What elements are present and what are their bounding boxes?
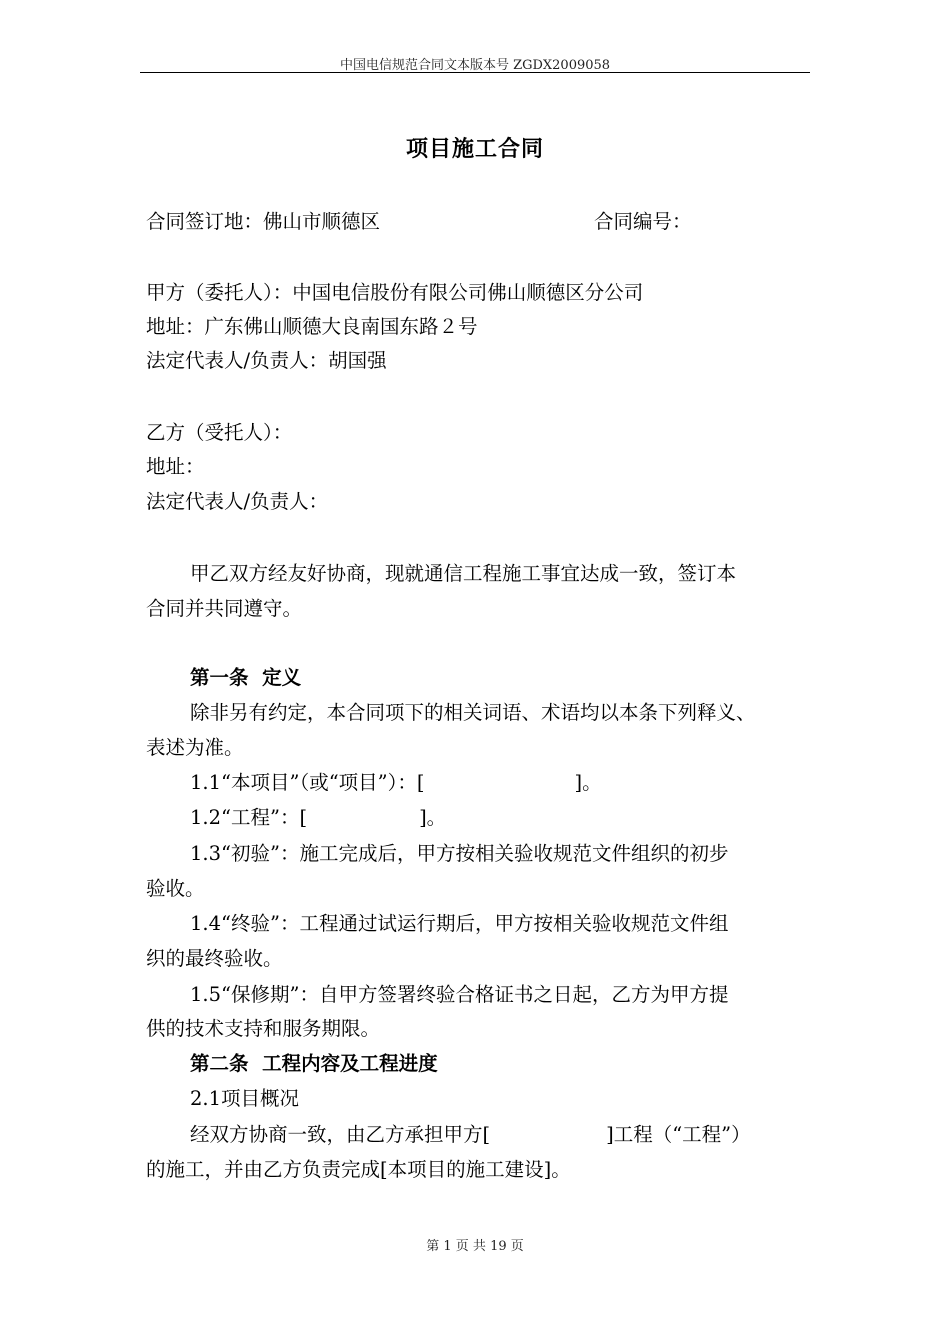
article-2-para-line-1: [190, 1123, 751, 1147]
party-a-name: 甲方（委托人）：中国电信股份有限公司佛山顺德区分公司: [146, 281, 644, 304]
article-1-intro-line-2: 表述为准。: [146, 736, 244, 759]
article-1-intro-line-1: 除非另有约定，本合同项下的相关词语、术语均以本条下列释义、: [190, 701, 756, 724]
footer-suffix: 页: [510, 1239, 524, 1254]
clause-1-1-close: ]。: [574, 771, 602, 794]
party-b-name: 乙方（受托人）：: [146, 421, 293, 444]
page-footer: [140, 1235, 810, 1254]
clause-1-3-line-2: 验收。: [146, 877, 205, 900]
clause-1-1-text: 1.1“本项目”（或“项目”）：[: [190, 771, 425, 794]
article-1-heading: 第一条 定义: [190, 666, 302, 689]
footer-mid: 页 共: [455, 1239, 486, 1254]
clause-2-1: 2.1项目概况: [190, 1087, 300, 1110]
signing-place-label: 合同签订地：: [146, 210, 264, 233]
clause-1-2-text: 1.2“工程”：[: [190, 806, 308, 829]
party-b-representative: 法定代表人/负责人：: [146, 490, 329, 513]
party-a-address: 地址：广东佛山顺德大良南国东路２号: [146, 315, 478, 338]
article-2-para-text: 经双方协商一致，由乙方承担甲方[: [190, 1123, 491, 1146]
signing-place-value: 佛山市顺德区: [263, 210, 381, 233]
clause-1-2: [190, 806, 446, 830]
clause-1-1: [190, 771, 602, 795]
clause-1-2-close: ]。: [419, 806, 447, 829]
clause-1-5-line-2: 供的技术支持和服务期限。: [146, 1017, 381, 1040]
clause-1-5-line-1: 1.5“保修期”：自甲方签署终验合格证书之日起，乙方为甲方提: [190, 983, 729, 1006]
party-b-address: 地址：: [146, 455, 205, 478]
article-2-para-close: ]工程（“工程”）: [606, 1123, 751, 1146]
signing-place: [146, 210, 380, 234]
footer-page-number: 1: [443, 1239, 452, 1254]
article-2-heading: 第二条 工程内容及工程进度: [190, 1052, 438, 1075]
header-version-text: 中国电信规范合同文本版本号 ZGDX2009058: [339, 58, 611, 73]
intro-line-1: 甲乙双方经友好协商，现就通信工程施工事宜达成一致，签订本: [190, 562, 737, 585]
clause-1-4-line-2: 织的最终验收。: [146, 947, 283, 970]
document-title: 项目施工合同: [405, 136, 544, 162]
clause-1-3-line-1: 1.3“初验”：施工完成后，甲方按相关验收规范文件组织的初步: [190, 842, 729, 865]
party-a-representative: 法定代表人/负责人：胡国强: [146, 349, 387, 372]
article-2-para-line-2: 的施工，并由乙方负责完成[本项目的施工建设]。: [146, 1158, 571, 1181]
footer-total-pages: 19: [490, 1239, 507, 1254]
clause-1-4-line-1: 1.4“终验”：工程通过试运行期后，甲方按相关验收规范文件组: [190, 912, 729, 935]
intro-line-2: 合同并共同遵守。: [146, 597, 303, 620]
contract-number-label: 合同编号：: [594, 210, 692, 233]
header-rule: [140, 72, 810, 73]
footer-prefix: 第: [426, 1239, 440, 1254]
